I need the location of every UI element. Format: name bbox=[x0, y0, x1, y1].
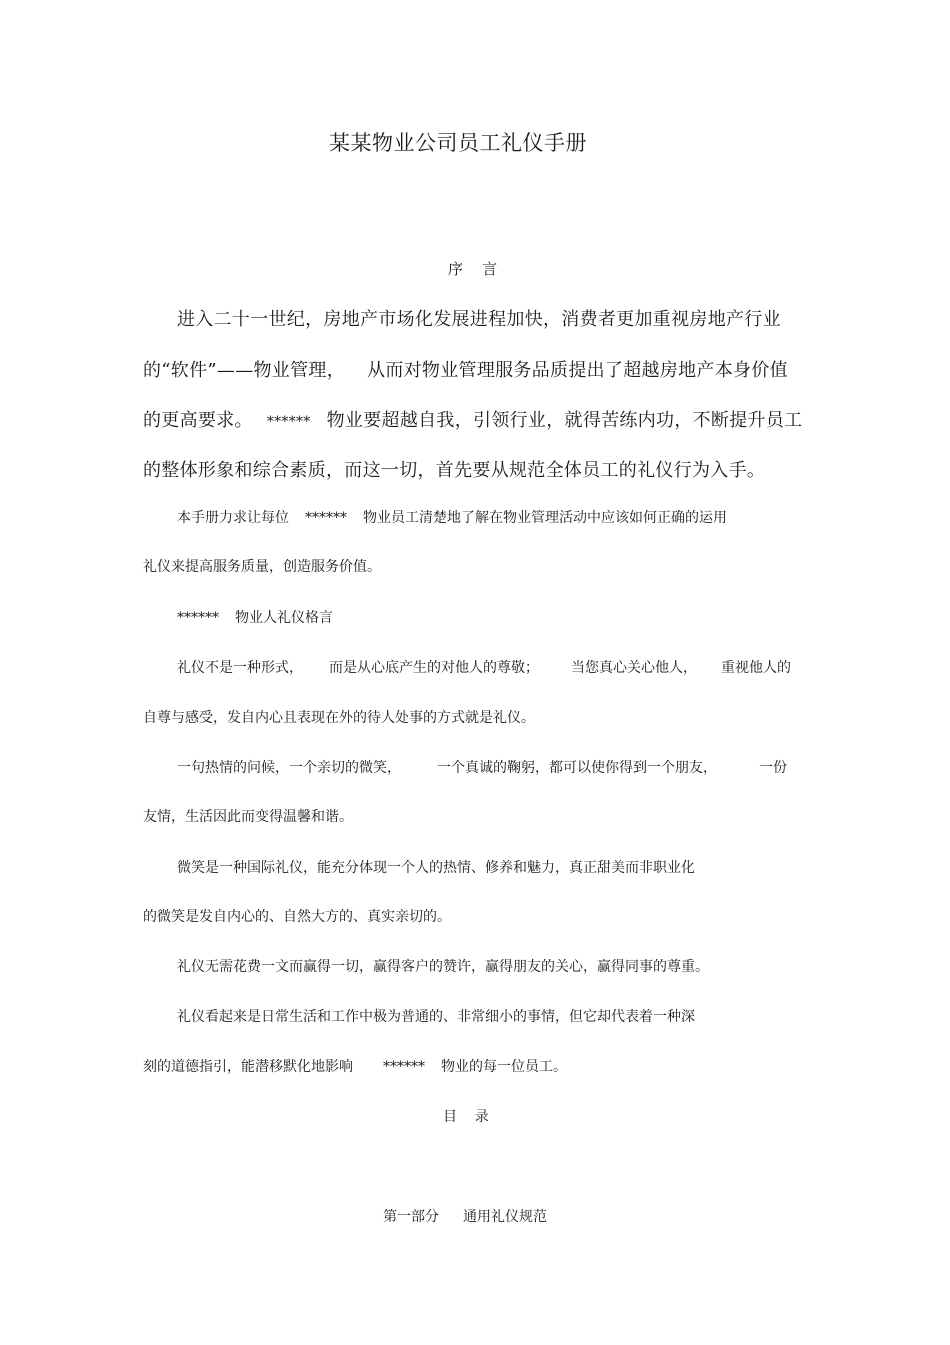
intro-line-3-mask: ****** bbox=[266, 414, 311, 430]
preface-heading bbox=[448, 258, 497, 279]
motto-1-line-1 bbox=[177, 657, 791, 677]
motto-3-line-2: 的微笑是发自内心的、自然大方的、真实亲切的。 bbox=[143, 909, 451, 925]
purpose-line-1-a: 本手册力求让每位 bbox=[177, 510, 289, 526]
motto-1-line-2: 自尊与感受，发自内心且表现在外的待人处事的方式就是礼仪。 bbox=[143, 710, 535, 726]
motto-4-line-1: 礼仪无需花费一文而赢得一切，赢得客户的赞许，赢得朋友的关心，赢得同事的尊重。 bbox=[177, 959, 709, 975]
intro-line-2 bbox=[143, 356, 788, 382]
intro-line-2-b: 从而对物业管理服务品质提出了超越房地产本身价值 bbox=[367, 360, 788, 381]
document-title: 某某物业公司员工礼仪手册 bbox=[329, 131, 587, 155]
part-one-heading bbox=[383, 1206, 547, 1226]
motto-3-line-1: 微笑是一种国际礼仪，能充分体现一个人的热情、修养和魅力，真正甜美而非职业化 bbox=[177, 860, 695, 876]
motto-1-line-1-c: 当您真心关心他人， bbox=[571, 660, 697, 676]
part-one-title: 通用礼仪规范 bbox=[463, 1209, 547, 1225]
motto-heading-mask: ****** bbox=[177, 610, 219, 626]
motto-5-line-2-a: 刻的道德指引，能潜移默化地影响 bbox=[143, 1059, 353, 1075]
motto-2-line-1 bbox=[177, 757, 787, 777]
intro-line-4: 的整体形象和综合素质，而这一切，首先要从规范全体员工的礼仪行为入手。 bbox=[143, 460, 766, 481]
motto-5-line-2-mask: ****** bbox=[383, 1059, 425, 1075]
intro-line-3 bbox=[143, 406, 802, 432]
purpose-line-2: 礼仪来提高服务质量，创造服务价值。 bbox=[143, 559, 381, 575]
motto-2-line-1-b: 一个真诚的鞠躬，都可以使你得到一个朋友， bbox=[437, 760, 717, 776]
purpose-line-1 bbox=[177, 507, 727, 527]
motto-2-line-2: 友情，生活因此而变得温馨和谐。 bbox=[143, 809, 353, 825]
intro-line-3-b: 物业要超越自我，引领行业，就得苦练内功，不断提升员工 bbox=[326, 410, 803, 431]
purpose-line-1-b: 物业员工清楚地了解在物业管理活动中应该如何正确的运用 bbox=[363, 510, 727, 526]
toc-heading bbox=[443, 1106, 489, 1126]
intro-line-3-a: 的更高要求。 bbox=[143, 410, 253, 431]
toc-heading-text: 目 录 bbox=[443, 1109, 489, 1125]
motto-heading-text: 物业人礼仪格言 bbox=[235, 610, 333, 626]
intro-line-2-a: 的“软件”——物业管理， bbox=[143, 360, 346, 381]
motto-1-line-1-b: 而是从心底产生的对他人的尊敬； bbox=[329, 660, 539, 676]
motto-1-line-1-d: 重视他人的 bbox=[721, 660, 791, 676]
motto-1-line-1-a: 礼仪不是一种形式， bbox=[177, 660, 303, 676]
motto-5-line-2-b: 物业的每一位员工。 bbox=[441, 1059, 567, 1075]
motto-5-line-2 bbox=[143, 1056, 567, 1076]
part-one-label: 第一部分 bbox=[383, 1209, 439, 1225]
purpose-line-1-mask: ****** bbox=[305, 510, 347, 526]
motto-2-line-1-a: 一句热情的问候，一个亲切的微笑， bbox=[177, 760, 401, 776]
preface-heading-text: 序 言 bbox=[448, 260, 498, 278]
motto-2-line-1-c: 一份 bbox=[759, 760, 787, 776]
motto-heading bbox=[177, 607, 333, 627]
intro-line-1: 进入二十一世纪，房地产市场化发展进程加快，消费者更加重视房地产行业 bbox=[177, 309, 781, 330]
motto-5-line-1: 礼仪看起来是日常生活和工作中极为普通的、非常细小的事情，但它却代表着一种深 bbox=[177, 1009, 695, 1025]
